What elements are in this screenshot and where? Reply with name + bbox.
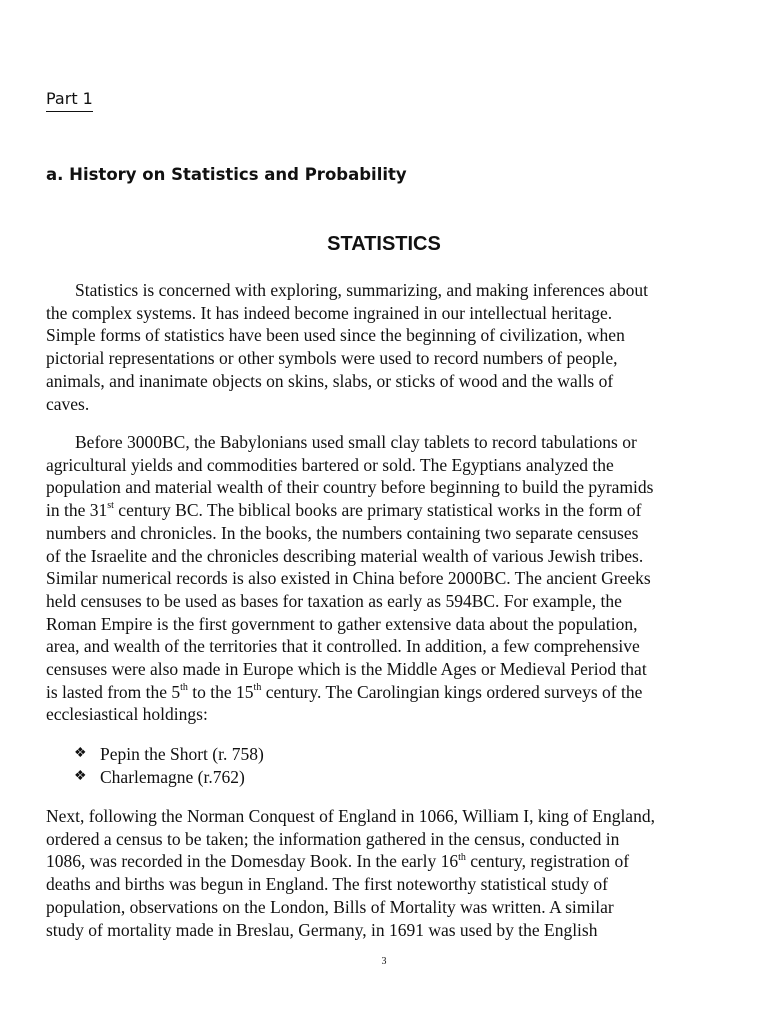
paragraph-line: Roman Empire is the first government to gather extensive data about the population, (46, 613, 638, 634)
text-run: 1086, was recorded in the Domesday Book. In the early 16 (46, 851, 459, 872)
paragraph-line: study of mortality made in Breslau, Germany, in 1691 was used by the English (46, 919, 598, 940)
paragraph-line: held censuses to be used as bases for taxation as early as 594BC. For example, the (46, 590, 622, 611)
text-run: century BC. The biblical books are primary statistical works in the form of (113, 500, 642, 521)
paragraph-line: animals, and inanimate objects on skins, slabs, or sticks of wood and the walls of (46, 370, 614, 391)
text-run: is lasted from the 5 (46, 681, 181, 702)
paragraph-line: population and material wealth of their country before beginning to build the pyramids (46, 477, 654, 498)
paragraph-line: pictorial representations or other symbols were used to record numbers of people, (46, 348, 618, 369)
paragraph-line: area, and wealth of the territories that it controlled. In addition, a few comprehensive (46, 636, 640, 657)
text-run: century, registration of (465, 851, 630, 872)
paragraph-line (46, 499, 736, 522)
list-item-text: Charlemagne (r.762) (100, 766, 245, 787)
superscript: th (253, 681, 262, 693)
text-run: in the 31 (46, 500, 108, 521)
paragraph-line: caves. (46, 393, 90, 414)
paragraph-line: Similar numerical records is also existed in China before 2000BC. The ancient Greeks (46, 568, 651, 589)
text-run: century. The Carolingian kings ordered surveys of the (261, 681, 643, 702)
paragraph-line: ecclesiastical holdings: (46, 704, 208, 725)
list-item (74, 766, 264, 789)
superscript: th (180, 681, 188, 693)
paragraph-line: deaths and births was begun in England. The first noteworthy statistical study of (46, 874, 609, 895)
page-title: STATISTICS (327, 233, 441, 255)
paragraph-line: Before 3000BC, the Babylonians used small clay tablets to record tabulations or (75, 432, 637, 452)
paragraph-line: Simple forms of statistics have been used since the beginning of civilization, when (46, 325, 625, 346)
paragraph-line: Statistics is concerned with exploring, summarizing, and making inferences about (75, 280, 648, 300)
paragraph-line: population, observations on the London, Bills of Mortality was written. A similar (46, 896, 614, 917)
paragraph-line (46, 681, 736, 704)
paragraph-line: numbers and chronicles. In the books, the numbers containing two separate censuses (46, 522, 639, 543)
paragraph-line: agricultural yields and commodities bartered or sold. The Egyptians analyzed the (46, 454, 614, 475)
bullet-list (74, 743, 264, 788)
paragraph-2 (46, 431, 736, 726)
list-item (74, 743, 264, 766)
section-heading: a. History on Statistics and Probability (46, 165, 407, 184)
paragraph-line: of the Israelite and the chronicles describing material wealth of various Jewish tribes. (46, 545, 644, 566)
text-run: to the 15 (187, 681, 254, 702)
paragraph-line: the complex systems. It has indeed become ingrained in our intellectual heritage. (46, 302, 613, 323)
paragraph-line: ordered a census to be taken; the information gathered in the census, conducted in (46, 828, 620, 849)
paragraph-line: censuses were also made in Europe which is the Middle Ages or Medieval Period that (46, 659, 647, 680)
paragraph-1 (46, 279, 736, 415)
diamond-bullet-icon: ❖ (74, 746, 87, 761)
paragraph-line: Next, following the Norman Conquest of England in 1066, William I, king of England, (46, 806, 655, 826)
part-label: Part 1 (46, 88, 93, 112)
page-number: 3 (381, 956, 387, 967)
list-item-text: Pepin the Short (r. 758) (100, 744, 264, 764)
paragraph-3 (46, 805, 736, 941)
paragraph-line (46, 850, 736, 873)
diamond-bullet-icon: ❖ (74, 768, 87, 784)
superscript: th (458, 851, 466, 863)
superscript: st (107, 500, 114, 512)
